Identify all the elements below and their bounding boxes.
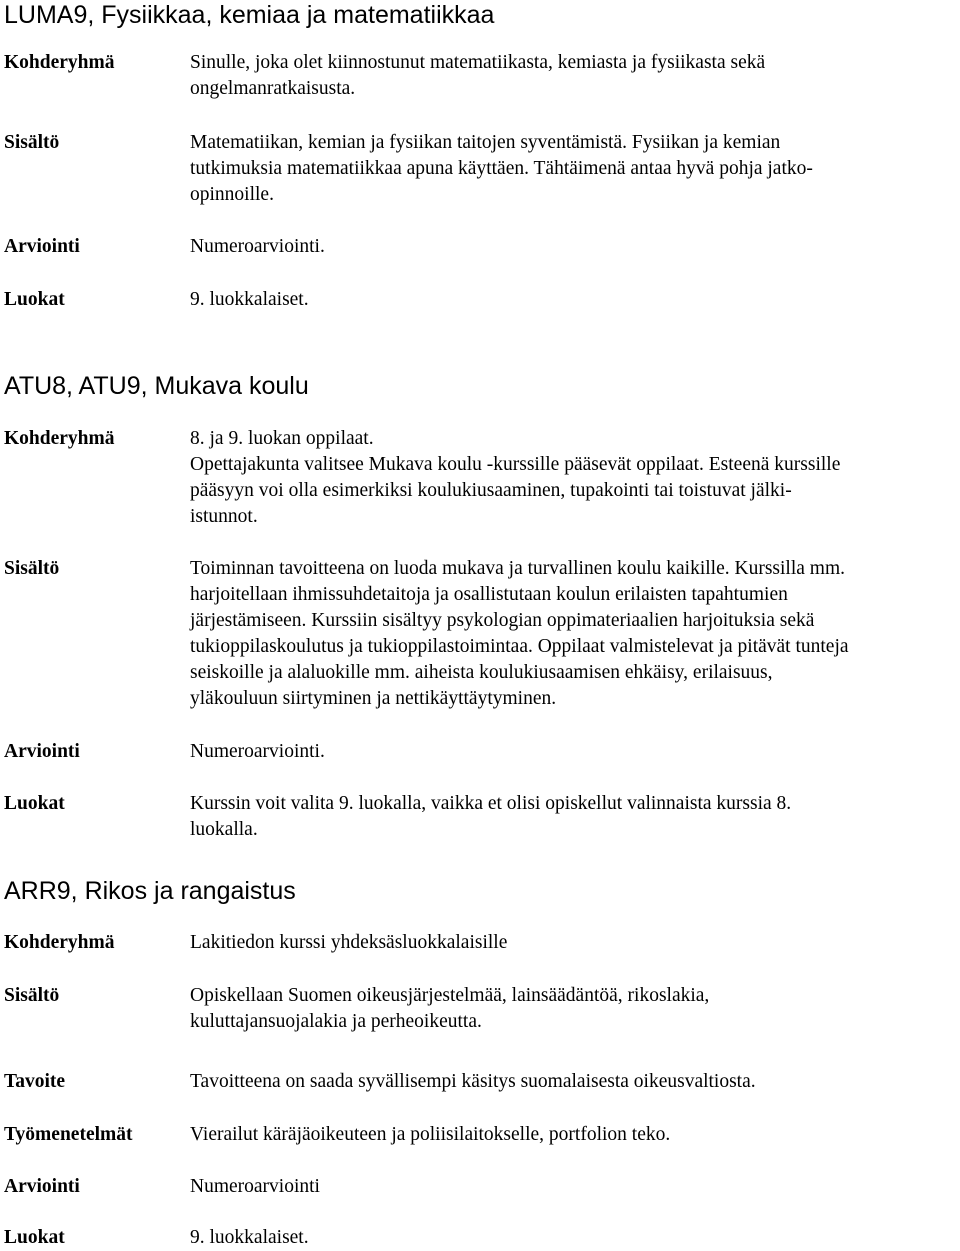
value-arviointi [190, 1174, 956, 1200]
text-line: Numeroarviointi. [190, 236, 325, 257]
value-sisalto [190, 983, 956, 1035]
text-line: Lakitiedon kurssi yhdeksäsluokkalaisille [190, 932, 508, 953]
text-line: 9. luokkalaiset. [190, 289, 309, 310]
text-line: opinnoille. [190, 184, 274, 205]
course-title-luma9: LUMA9, Fysiikkaa, kemiaa ja matematiikkaa [4, 1, 495, 29]
text-line: Sinulle, joka olet kiinnostunut matematiikasta, kemiasta ja fysiikasta sekä [190, 52, 766, 73]
label-luokat: Luokat [4, 793, 65, 814]
text-line: kuluttajansuojalakia ja perheoikeutta. [190, 1011, 482, 1032]
text-line: järjestämiseen. Kurssiin sisältyy psykologian oppimateriaalien harjoituksia sekä [190, 610, 815, 631]
text-line: luokalla. [190, 819, 258, 840]
text-line: tukioppilaskoulutus ja tukioppilastoimintaa. Oppilaat valmistelevat ja pitävät tunteja [190, 636, 849, 657]
label-tyomenetelmat: Työmenetelmät [4, 1124, 133, 1145]
course-title-atu: ATU8, ATU9, Mukava koulu [4, 372, 309, 400]
text-line: Vierailut käräjäoikeuteen ja poliisilaitokselle, portfolion teko. [190, 1124, 671, 1145]
course-title-arr9: ARR9, Rikos ja rangaistus [4, 877, 296, 905]
value-arviointi [190, 739, 956, 765]
label-arviointi: Arviointi [4, 236, 80, 257]
value-arviointi [190, 234, 956, 260]
value-sisalto [190, 130, 956, 208]
text-line: 8. ja 9. luokan oppilaat. [190, 428, 374, 449]
text-line: 9. luokkalaiset. [190, 1227, 309, 1248]
value-luokat [190, 287, 956, 313]
text-line: Matematiikan, kemian ja fysiikan taitojen syventämistä. Fysiikan ja kemian [190, 132, 781, 153]
text-line: istunnot. [190, 506, 258, 527]
value-kohderyhma [190, 930, 956, 956]
label-arviointi: Arviointi [4, 1176, 80, 1197]
label-sisalto: Sisältö [4, 985, 60, 1006]
value-tavoite [190, 1069, 956, 1095]
label-kohderyhma: Kohderyhmä [4, 52, 115, 73]
value-luokat [190, 1225, 956, 1251]
label-kohderyhma: Kohderyhmä [4, 932, 115, 953]
text-line: yläkouluun siirtyminen ja nettikäyttäytyminen. [190, 688, 557, 709]
label-arviointi: Arviointi [4, 741, 80, 762]
text-line: Kurssin voit valita 9. luokalla, vaikka et olisi opiskellut valinnaista kurssia 8. [190, 793, 792, 814]
value-sisalto [190, 556, 956, 712]
text-line: harjoitellaan ihmissuhdetaitoja ja osallistutaan koulun erilaisten tapahtumien [190, 584, 788, 605]
value-tyomenetelmat [190, 1122, 956, 1148]
text-line: Numeroarviointi [190, 1176, 320, 1197]
value-luokat [190, 791, 956, 843]
label-luokat: Luokat [4, 1227, 65, 1248]
label-luokat: Luokat [4, 289, 65, 310]
label-tavoite: Tavoite [4, 1071, 66, 1092]
text-line: ongelmanratkaisusta. [190, 78, 356, 99]
text-line: Opiskellaan Suomen oikeusjärjestelmää, lainsäädäntöä, rikoslakia, [190, 985, 710, 1006]
text-line: seiskoille ja alaluokille mm. aiheista koulukiusaamisen ehkäisy, erilaisuus, [190, 662, 773, 683]
label-sisalto: Sisältö [4, 558, 60, 579]
label-kohderyhma: Kohderyhmä [4, 428, 115, 449]
text-line: Toiminnan tavoitteena on luoda mukava ja turvallinen koulu kaikille. Kurssilla mm. [190, 558, 845, 579]
text-line: pääsyyn voi olla esimerkiksi koulukiusaaminen, tupakointi tai toistuvat jälki- [190, 480, 792, 501]
text-line: Numeroarviointi. [190, 741, 325, 762]
text-line: tutkimuksia matematiikkaa apuna käyttäen. Tähtäimenä antaa hyvä pohja jatko- [190, 158, 813, 179]
value-kohderyhma [190, 50, 956, 102]
value-kohderyhma [190, 426, 956, 530]
text-line: Opettajakunta valitsee Mukava koulu -kurssille pääsevät oppilaat. Esteenä kurssille [190, 454, 841, 475]
label-sisalto: Sisältö [4, 132, 60, 153]
text-line: Tavoitteena on saada syvällisempi käsitys suomalaisesta oikeusvaltiosta. [190, 1071, 756, 1092]
